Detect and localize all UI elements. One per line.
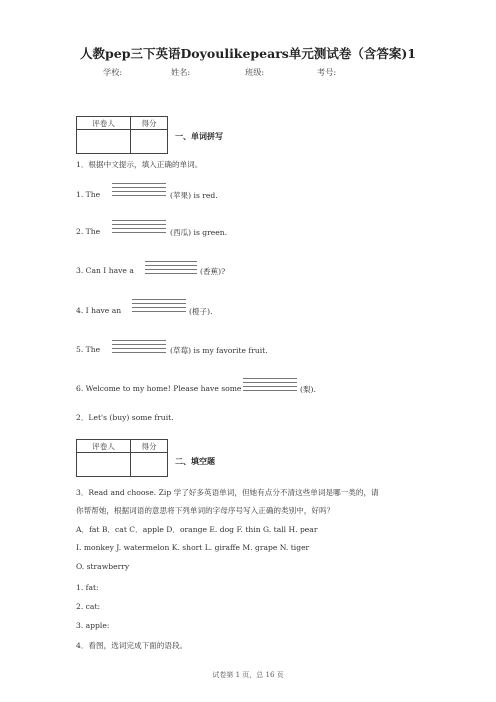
options-line-3: O. strawberry xyxy=(76,562,130,571)
item-2-before: 2. The xyxy=(76,227,101,236)
item-5-after: (草莓) is my favorite fruit. xyxy=(170,346,268,355)
answer-blank-4[interactable] xyxy=(132,299,186,313)
score-box-1 xyxy=(76,116,168,154)
question-1-prompt: 1．根据中文提示，填入正确的单词。 xyxy=(76,160,203,169)
score-cell xyxy=(131,453,168,477)
item-4-before: 4. I have an xyxy=(76,306,122,315)
options-line-1: A．fat B．cat C．apple D．orange E. dog F. thin G. tall H. pear xyxy=(76,525,318,534)
category-cat: 2. cat: xyxy=(76,602,101,611)
question-3-line-1: 3．Read and choose. Zip 学了好多英语单词，但她有点分不清这些单词是哪一类的，请 xyxy=(76,488,379,497)
answer-blank-3[interactable] xyxy=(145,261,197,275)
item-3-before: 3. Can I have a xyxy=(76,266,134,275)
item-6-before: 6. Welcome to my home! Please have some xyxy=(76,384,242,393)
grader-label: 评卷人 xyxy=(77,117,131,130)
grader-label: 评卷人 xyxy=(77,440,131,453)
page-footer: 试卷第 1 页，总 16 页 xyxy=(212,671,284,679)
item-1-after: (苹果) is red. xyxy=(170,191,218,200)
item-5-before: 5. The xyxy=(76,345,101,354)
item-1-before: 1. The xyxy=(76,190,101,199)
score-label: 得分 xyxy=(131,440,168,453)
answer-blank-6[interactable] xyxy=(243,378,297,392)
id-number-field: 考号: xyxy=(317,67,337,77)
item-4-after: (橙子). xyxy=(189,307,213,316)
question-3-line-2: 你帮帮她，根据词语的意思将下列单词的字母序号写入正确的类别中，好吗？ xyxy=(76,506,335,515)
answer-blank-1[interactable] xyxy=(112,183,166,197)
answer-blank-5[interactable] xyxy=(112,340,166,354)
section-2-title: 二、填空题 xyxy=(175,456,215,466)
item-3-after: (香蕉)? xyxy=(200,267,226,276)
name-field: 姓名: xyxy=(171,67,191,77)
question-4: 4．看图，选词完成下面的语段。 xyxy=(76,641,188,650)
school-field: 学校: xyxy=(103,67,123,77)
grader-cell xyxy=(77,130,131,154)
category-apple: 3. apple: xyxy=(76,621,110,630)
section-1-title: 一、单词拼写 xyxy=(175,131,223,141)
question-2: 2．Let's (buy) some fruit. xyxy=(76,413,174,422)
score-cell xyxy=(131,130,168,154)
grader-cell xyxy=(77,453,131,477)
answer-blank-2[interactable] xyxy=(112,220,166,234)
score-label: 得分 xyxy=(131,117,168,130)
item-6-after: (梨). xyxy=(300,385,316,394)
item-2-after: (西瓜) is green. xyxy=(170,228,228,237)
page-title: 人教pep三下英语Doyoulikepears单元测试卷（含答案)1 xyxy=(80,46,416,61)
options-line-2: I. monkey J. watermelon K. short L. giraffe M. grape N. tiger xyxy=(76,543,310,552)
score-box-2 xyxy=(76,439,168,477)
category-fat: 1. fat: xyxy=(76,583,99,592)
class-field: 班级: xyxy=(245,67,265,77)
